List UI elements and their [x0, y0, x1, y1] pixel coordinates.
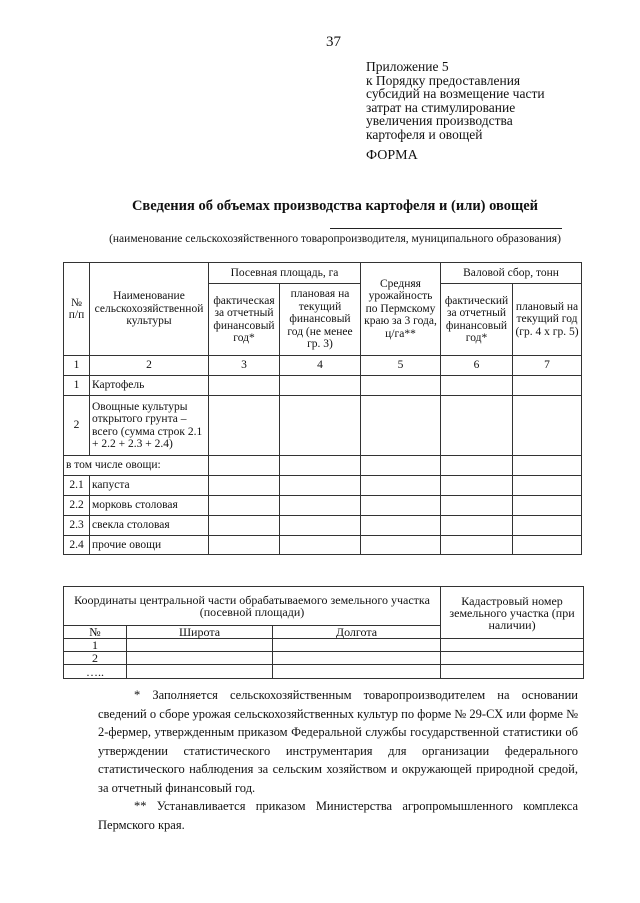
cell[interactable]: [209, 456, 280, 476]
footnote: * Заполняется сельскохозяйственным товаропроизводителем на основании сведений о сборе урожая сельскохозяйственных культур по форме № 29-СХ или форме № 2-фермер, утвержденным приказом Федеральной службы государственной статистики об утверждении статистического инструментария для организации федерального статистического наблюдения за сельским хозяйством и окружающей природной средой, за отчетный финансовый год.: [98, 688, 578, 795]
header-gross-fact: фактический за отчетный финансовый год*: [441, 284, 513, 356]
row-name: Овощные культуры открытого грунта – всего (сумма строк 2.1 + 2.2 + 2.3 + 2.4): [90, 396, 209, 456]
cell[interactable]: [441, 456, 513, 476]
col-number: 5: [361, 356, 441, 376]
cell[interactable]: [280, 376, 361, 396]
header-num: № п/п: [64, 263, 90, 356]
cell[interactable]: [513, 516, 582, 536]
table-row: [64, 476, 582, 496]
row-name: прочие овощи: [90, 536, 209, 555]
header-gross-plan: плановый на текущий год (гр. 4 х гр. 5): [513, 284, 582, 356]
appendix-line: субсидий на возмещение части: [366, 86, 545, 101]
cell[interactable]: [280, 396, 361, 456]
table-row: [64, 536, 582, 555]
appendix-line: Приложение 5: [366, 59, 449, 74]
row-num: 2.3: [64, 516, 90, 536]
cell[interactable]: [280, 456, 361, 476]
cell[interactable]: [361, 536, 441, 555]
coordinates-table: [63, 586, 584, 679]
producer-name-caption: (наименование сельскохозяйственного товаропроизводителя, муниципального образования): [109, 233, 561, 245]
footnotes: [98, 686, 578, 834]
appendix-line: затрат на стимулирование: [366, 99, 516, 115]
header-cadastral: Кадастровый номер земельного участка (при наличии): [441, 587, 584, 639]
table-row: [64, 516, 582, 536]
cell[interactable]: [127, 652, 273, 665]
cell[interactable]: [273, 665, 441, 679]
cell[interactable]: [209, 536, 280, 555]
cell[interactable]: [361, 376, 441, 396]
page-number: 37: [326, 34, 341, 50]
production-table: [63, 262, 582, 555]
header-name: Наименование сельскохозяйственной культуры: [90, 263, 209, 356]
document-title: Сведения об объемах производства картофеля и (или) овощей: [131, 198, 539, 214]
cell[interactable]: [361, 496, 441, 516]
cell[interactable]: [513, 396, 582, 456]
header-lon: Долгота: [273, 626, 441, 639]
cell[interactable]: [513, 496, 582, 516]
cell[interactable]: [513, 376, 582, 396]
table-row: [64, 665, 584, 679]
cell[interactable]: [127, 665, 273, 679]
row-name: капуста: [90, 476, 209, 496]
table-row: [64, 652, 584, 665]
cell[interactable]: [441, 665, 584, 679]
row-num: …..: [64, 665, 127, 679]
row-num: 2.1: [64, 476, 90, 496]
cell[interactable]: [361, 456, 441, 476]
header-yield: Средняя урожайность по Пермскому краю за 3 года, ц/га**: [361, 263, 441, 356]
row-num: 2.4: [64, 536, 90, 555]
producer-name-line: [330, 228, 562, 229]
cell[interactable]: [273, 652, 441, 665]
col-number: 4: [280, 356, 361, 376]
cell[interactable]: [209, 396, 280, 456]
cell[interactable]: [273, 639, 441, 652]
header-gross: Валовой сбор, тонн: [441, 263, 582, 284]
header-lat: Широта: [127, 626, 273, 639]
row-name: морковь столовая: [90, 496, 209, 516]
cell[interactable]: [280, 496, 361, 516]
appendix-line: к Порядку предоставления: [366, 72, 521, 88]
cell[interactable]: [209, 516, 280, 536]
row-num: 2: [64, 652, 127, 665]
col-number: 6: [441, 356, 513, 376]
table-row: [64, 456, 582, 476]
cell[interactable]: [441, 652, 584, 665]
row-num: 1: [64, 639, 127, 652]
row-num: 1: [64, 376, 90, 396]
col-number: 2: [90, 356, 209, 376]
cell[interactable]: [280, 536, 361, 555]
table-row: [64, 639, 584, 652]
appendix-line: картофеля и овощей: [366, 126, 483, 142]
header-num: №: [64, 626, 127, 639]
cell[interactable]: [361, 396, 441, 456]
footnote: ** Устанавливается приказом Министерства агропромышленного комплекса Пермского края.: [98, 799, 578, 832]
header-area-plan: плановая на текущий финансовый год (не менее гр. 3): [280, 284, 361, 356]
row-num: 2: [64, 396, 90, 456]
cell[interactable]: [280, 516, 361, 536]
cell[interactable]: [441, 536, 513, 555]
cell[interactable]: [441, 376, 513, 396]
cell[interactable]: [441, 496, 513, 516]
row-num: 2.2: [64, 496, 90, 516]
cell[interactable]: [209, 476, 280, 496]
cell[interactable]: [441, 516, 513, 536]
col-number: 7: [513, 356, 582, 376]
table-row: [64, 396, 582, 456]
cell[interactable]: [280, 476, 361, 496]
header-coords: Координаты центральной части обрабатываемого земельного участка (посевной площади): [64, 587, 441, 626]
cell[interactable]: [127, 639, 273, 652]
cell[interactable]: [361, 516, 441, 536]
header-area: Посевная площадь, га: [209, 263, 361, 284]
cell[interactable]: [441, 639, 584, 652]
col-number: 1: [64, 356, 90, 376]
header-area-fact: фактическая за отчетный финансовый год*: [209, 284, 280, 356]
appendix-header: [366, 60, 545, 141]
subheader: в том числе овощи:: [64, 456, 209, 476]
appendix-line: увеличения производства: [366, 113, 513, 128]
table-row: [64, 496, 582, 516]
cell[interactable]: [441, 476, 513, 496]
table-row: [64, 376, 582, 396]
cell[interactable]: [513, 536, 582, 555]
cell[interactable]: [209, 496, 280, 516]
col-number: 3: [209, 356, 280, 376]
row-name: Картофель: [90, 376, 209, 396]
cell[interactable]: [441, 396, 513, 456]
cell[interactable]: [209, 376, 280, 396]
cell[interactable]: [513, 476, 582, 496]
form-label: ФОРМА: [366, 148, 418, 163]
row-name: свекла столовая: [90, 516, 209, 536]
cell[interactable]: [513, 456, 582, 476]
cell[interactable]: [361, 476, 441, 496]
